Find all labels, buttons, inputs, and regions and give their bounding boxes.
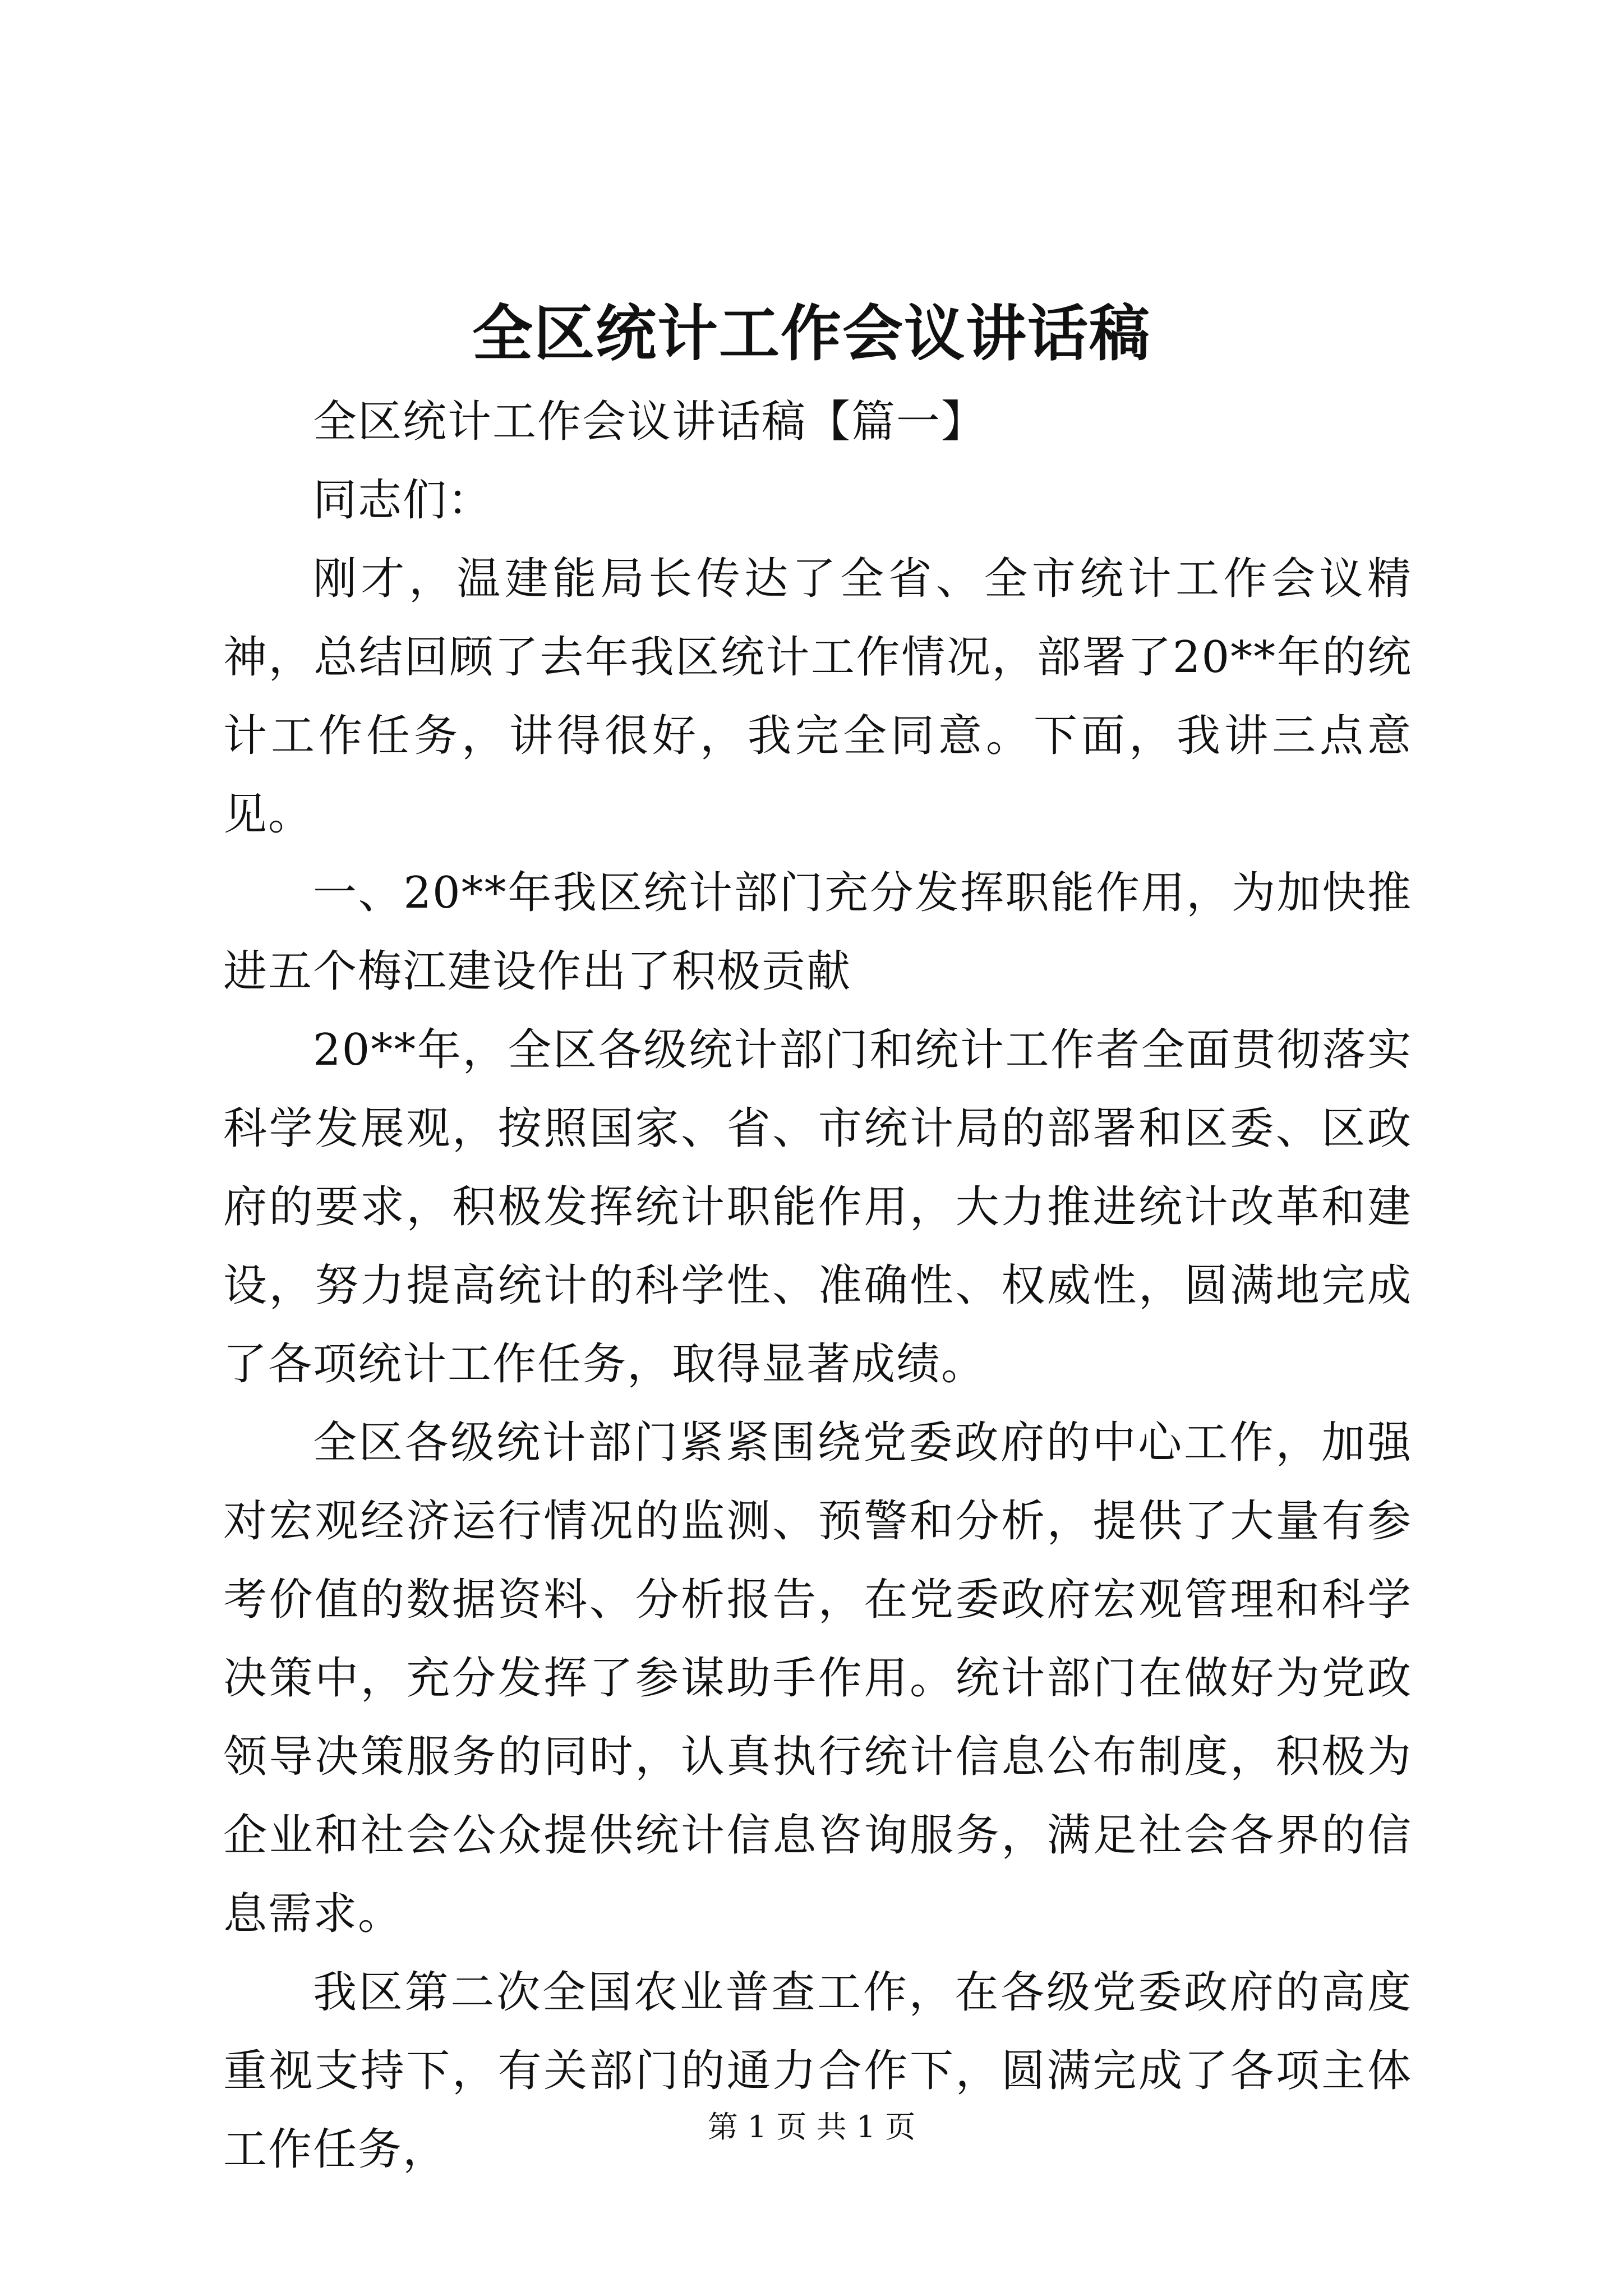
paragraph-section-heading: 全区统计工作会议讲话稿【篇一】	[313, 397, 986, 447]
paragraph-point-one-heading: 一、20**年我区统计部门充分发挥职能作用，为加快推进五个梅江建设作出了积极贡献	[223, 868, 1412, 997]
document-title: 全区统计工作会议讲话稿	[472, 298, 1151, 369]
paragraph-salutation: 同志们：	[313, 475, 493, 526]
paragraph-services: 全区各级统计部门紧紧围绕党委政府的中心工作，加强对宏观经济运行情况的监测、预警和分析，提供了大量有参考价值的数据资料、分析报告，在党委政府宏观管理和科学决策中，充分发挥了参谋助手作用。统计部门在做好为党政领导决策服务的同时，认真执行统计信息公布制度，积极为企业和社会公众提供统计信息咨询服务，满足社会各界的信息需求。	[223, 1418, 1412, 1939]
page-footer: 第 1 页 共 1 页	[707, 2109, 916, 2145]
paragraph-opening: 刚才，温建能局长传达了全省、全市统计工作会议精神，总结回顾了去年我区统计工作情况，部署了20**年的统计工作任务，讲得很好，我完全同意。下面，我讲三点意见。	[223, 554, 1412, 840]
document-body	[223, 383, 1412, 2189]
paragraph-agriculture-census: 我区第二次全国农业普查工作，在各级党委政府的高度重视支持下，有关部门的通力合作下，圆满完成了各项主体工作任务，	[223, 1967, 1412, 2175]
paragraph-achievements: 20**年，全区各级统计部门和统计工作者全面贯彻落实科学发展观，按照国家、省、市统计局的部署和区委、区政府的要求，积极发挥统计职能作用，大力推进统计改革和建设，努力提高统计的科学性、准确性、权威性，圆满地完成了各项统计工作任务，取得显著成绩。	[223, 1025, 1412, 1389]
